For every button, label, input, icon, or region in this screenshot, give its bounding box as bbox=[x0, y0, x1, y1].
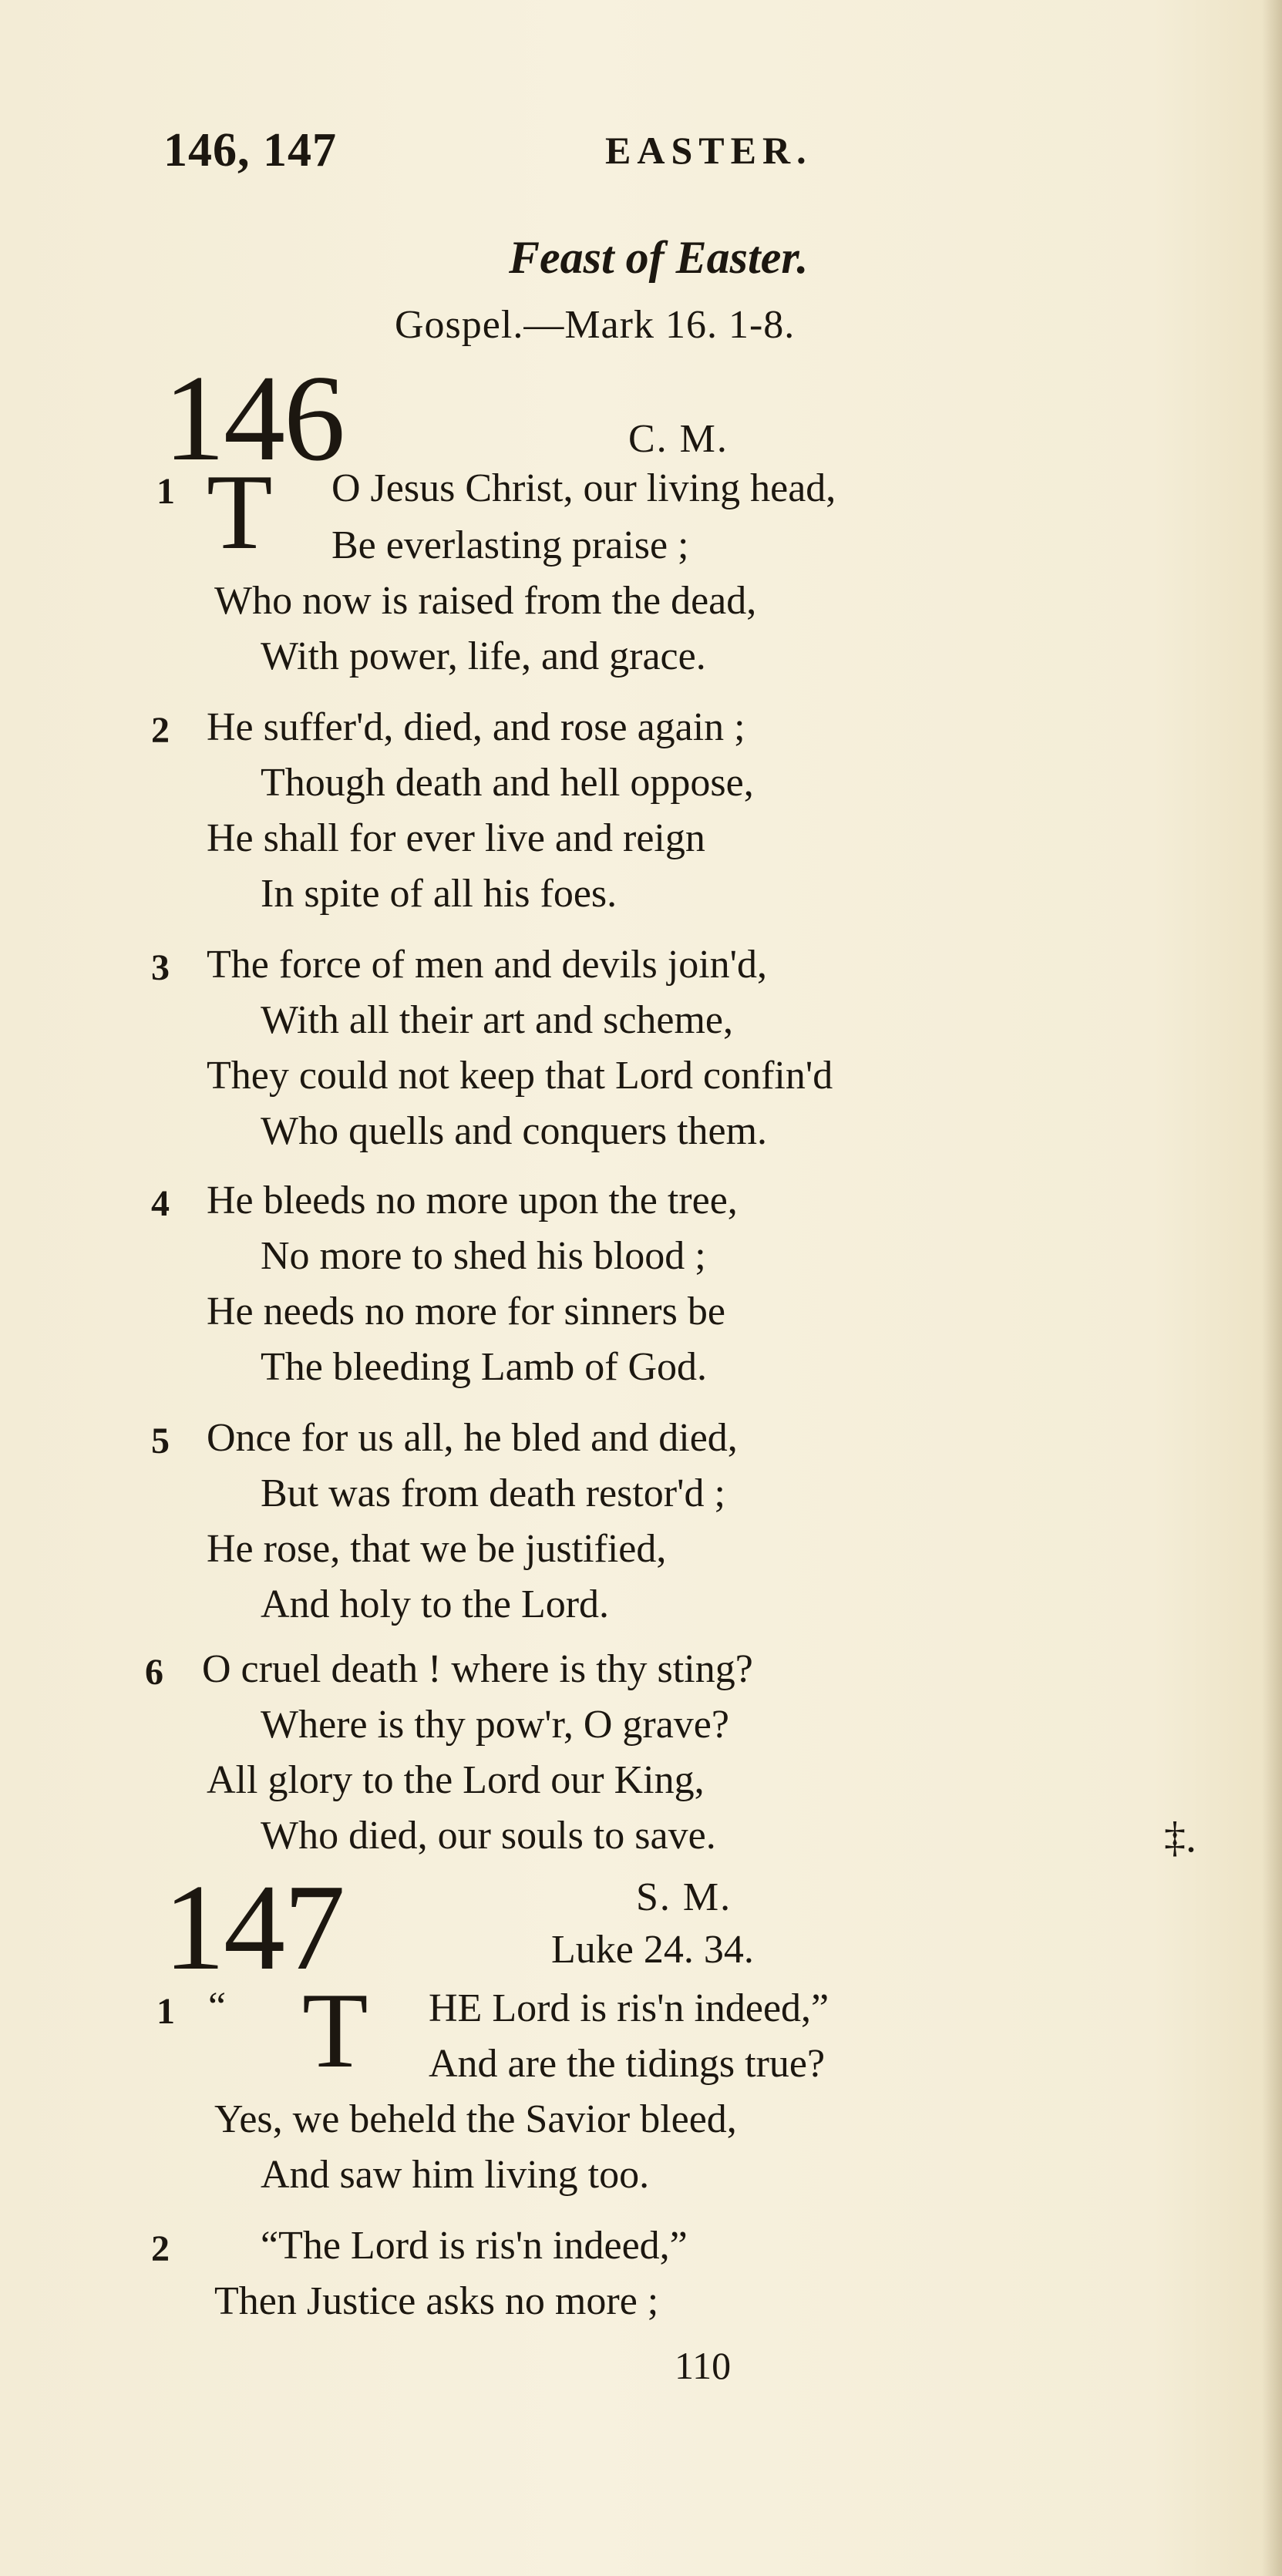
verse-number: 1 bbox=[156, 471, 175, 512]
hymn-146-number: 146 bbox=[163, 349, 344, 486]
hymn-line: O cruel death ! where is thy sting? bbox=[202, 1647, 753, 1691]
hymn-line: With all their art and scheme, bbox=[261, 998, 734, 1042]
hymn-line: With power, life, and grace. bbox=[261, 634, 706, 678]
hymn-line: Who quells and conquers them. bbox=[261, 1109, 768, 1153]
hymn-line: And holy to the Lord. bbox=[261, 1582, 610, 1626]
hymn-line: Then Justice asks no more ; bbox=[214, 2279, 659, 2323]
hymn-146-meter: C. M. bbox=[628, 417, 728, 461]
feast-title: Feast of Easter. bbox=[509, 232, 809, 283]
page-edge-shadow bbox=[1262, 0, 1282, 2576]
hymn-line: O Jesus Christ, our living head, bbox=[331, 466, 836, 510]
verse-number: 3 bbox=[151, 947, 170, 988]
hymn-line: Who now is raised from the dead, bbox=[214, 579, 757, 623]
verse-number: 2 bbox=[151, 710, 170, 751]
drop-cap: T bbox=[302, 1971, 368, 2090]
hymn-147-number: 147 bbox=[163, 1858, 344, 1996]
hymn-line: Though death and hell oppose, bbox=[261, 761, 754, 805]
running-header-pages: 146, 147 bbox=[163, 124, 337, 177]
hymn-147-reference: Luke 24. 34. bbox=[551, 1928, 754, 1972]
hymn-line: He suffer'd, died, and rose again ; bbox=[207, 705, 745, 749]
hymn-line: No more to shed his blood ; bbox=[261, 1234, 706, 1278]
hymn-line: HE Lord is ris'n indeed,” bbox=[429, 1986, 829, 2030]
verse-number: 6 bbox=[145, 1652, 163, 1693]
hymn-line: He rose, that we be justified, bbox=[207, 1527, 667, 1571]
hymn-line: Yes, we beheld the Savior bleed, bbox=[214, 2097, 737, 2141]
hymn-line: The bleeding Lamb of God. bbox=[261, 1345, 708, 1389]
running-header-section: EASTER. bbox=[605, 129, 813, 172]
hymn-line: Be everlasting praise ; bbox=[331, 523, 689, 567]
hymn-line: But was from death restor'd ; bbox=[261, 1471, 725, 1515]
hymn-line: He needs no more for sinners be bbox=[207, 1290, 725, 1333]
page-number: 110 bbox=[675, 2344, 732, 2387]
end-mark: ‡. bbox=[1164, 1814, 1196, 1861]
hymn-line: They could not keep that Lord confin'd bbox=[207, 1054, 833, 1098]
hymn-line: Who died, our souls to save. bbox=[261, 1814, 716, 1858]
hymn-line: And are the tidings true? bbox=[429, 2042, 826, 2086]
drop-cap: T bbox=[207, 452, 273, 572]
verse-number: 4 bbox=[151, 1183, 170, 1224]
hymn-line: He shall for ever live and reign bbox=[207, 816, 705, 860]
verse-number: 2 bbox=[151, 2228, 170, 2269]
hymn-line: Once for us all, he bled and died, bbox=[207, 1416, 738, 1460]
hymn-line: All glory to the Lord our King, bbox=[207, 1758, 705, 1802]
hymn-line: Where is thy pow'r, O grave? bbox=[261, 1703, 729, 1747]
hymn-147-meter: S. M. bbox=[636, 1875, 732, 1919]
verse-number: 5 bbox=[151, 1421, 170, 1461]
hymn-line: The force of men and devils join'd, bbox=[207, 943, 768, 987]
hymn-line: And saw him living too. bbox=[261, 2153, 650, 2197]
gospel-reference: Gospel.—Mark 16. 1-8. bbox=[395, 303, 796, 347]
open-quote: “ bbox=[208, 1985, 227, 2029]
hymn-line: He bleeds no more upon the tree, bbox=[207, 1179, 738, 1222]
hymn-line: “The Lord is ris'n indeed,” bbox=[261, 2224, 688, 2268]
hymn-line: In spite of all his foes. bbox=[261, 872, 617, 916]
verse-number: 1 bbox=[156, 1991, 175, 2032]
